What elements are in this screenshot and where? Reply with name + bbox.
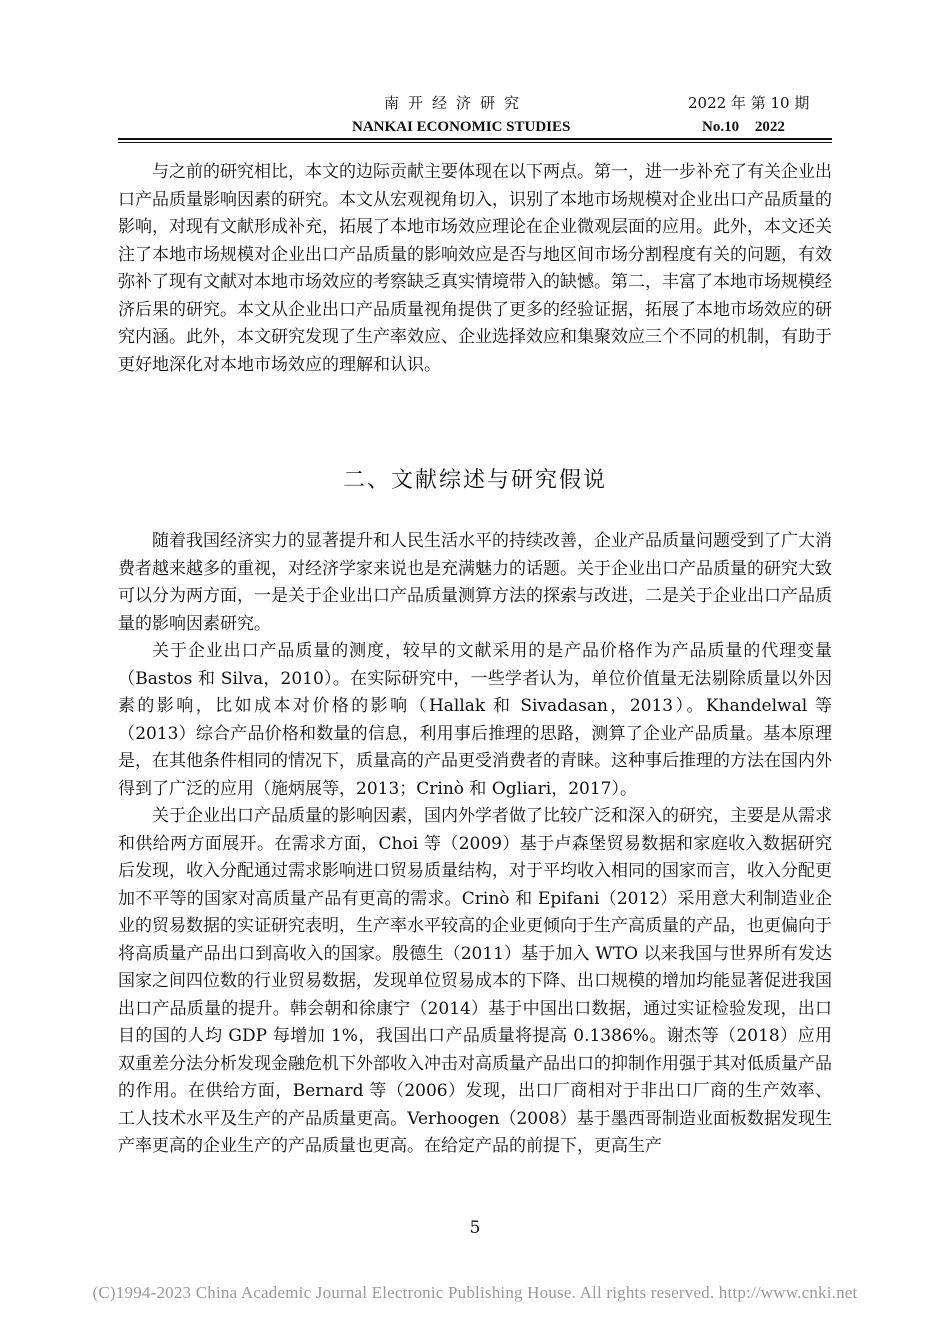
intro-paragraph: 与之前的研究相比，本文的边际贡献主要体现在以下两点。第一，进一步补充了有关企业出口产品质量影响因素的研究。本文从宏观视角切入，识别了本地市场规模对企业出口产品质量的影响，对现有文献形成补充，拓展了本地市场效应理论在企业微观层面的应用。此外，本文还关注了本地市场规模对企业出口产品质量的影响效应是否与地区间市场分割程度有关的问题，有效弥补了现有文献对本地市场效应的考察缺乏真实情境带入的缺憾。第二，丰富了本地市场规模经济后果的研究。本文从企业出口产品质量视角提供了更多的经验证据，拓展了本地市场效应的研究内涵。此外，本文研究发现了生产率效应、企业选择效应和集聚效应三个不同的机制，有助于更好地深化对本地市场效应的理解和认识。 (118, 162, 832, 375)
issue-en: No.10 2022 (702, 119, 785, 135)
issue-cn: 2022 年 第 10 期 (688, 94, 810, 112)
section-paragraph-1: 随着我国经济实力的显著提升和人民生活水平的持续改善，企业产品质量问题受到了广大消费者越来越多的重视，对经济学家来说也是充满魅力的话题。关于企业出口产品质量的研究大致可以分为两方面，一是关于企业出口产品质量测算方法的探索与改进，二是关于企业出口产品质量的影响因素研究。 (118, 531, 832, 634)
copyright-footer: (C)1994-2023 China Academic Journal Electronic Publishing House. All rights reserved. http://www.cnki.net (92, 1283, 858, 1302)
section-paragraph-2: 关于企业出口产品质量的测度，较早的文献采用的是产品价格作为产品质量的代理变量（Bastos 和 Silva，2010）。在实际研究中，一些学者认为，单位价值量无法剔除质量以外因素的影响，比如成本对价格的影响（Hallak 和 Sivadasan，2013）。Khandelwal 等（2013）综合产品价格和数量的信息，利用事后推理的思路，测算了企业产品质量。基本原理是，在其他条件相同的情况下，质量高的产品更受消费者的青睐。这种事后推理的方法在国内外得到了广泛的应用（施炳展等，2013；Crinò 和 Ogliari，2017）。 (118, 641, 832, 799)
intro-block (118, 159, 832, 379)
section-body (118, 528, 832, 1161)
section-heading: 二、文献综述与研究假说 (342, 468, 607, 493)
journal-title-en: NANKAI ECONOMIC STUDIES (352, 119, 571, 135)
page-number: 5 (469, 1218, 481, 1238)
section-paragraph-3: 关于企业出口产品质量的影响因素，国内外学者做了比较广泛和深入的研究，主要是从需求和供给两方面展开。在需求方面，Choi 等（2009）基于卢森堡贸易数据和家庭收入数据研究后发现，收入分配通过需求影响进口贸易质量结构，对于平均收入相同的国家而言，收入分配更加不平等的国家对高质量产品有更高的需求。Crinò 和 Epifani（2012）采用意大利制造业企业的贸易数据的实证研究表明，生产率水平较高的企业更倾向于生产高质量的产品，也更偏向于将高质量产品出口到高收入的国家。殷德生（2011）基于加入 WTO 以来我国与世界所有发达国家之间四位数的行业贸易数据，发现单位贸易成本的下降、出口规模的增加均能显著促进我国出口产品质量的提升。韩会朝和徐康宁（2014）基于中国出口数据，通过实证检验发现，出口目的国的人均 GDP 每增加 1%，我国出口产品质量将提高 0.1386%。谢杰等（2018）应用双重差分法分析发现金融危机下外部收入冲击对高质量产品出口的抑制作用强于其对低质量产品的作用。在供给方面，Bernard 等（2006）发现，出口厂商相对于非出口厂商的生产效率、工人技术水平及生产的产品质量更高。Verhoogen（2008）基于墨西哥制造业面板数据发现生产率更高的企业生产的产品质量也更高。在给定产品的前提下，更高生产 (118, 806, 832, 1156)
header-rule-thick (118, 138, 832, 140)
header-rule-thin (118, 142, 832, 143)
journal-title-cn: 南开经济研究 (384, 94, 529, 112)
